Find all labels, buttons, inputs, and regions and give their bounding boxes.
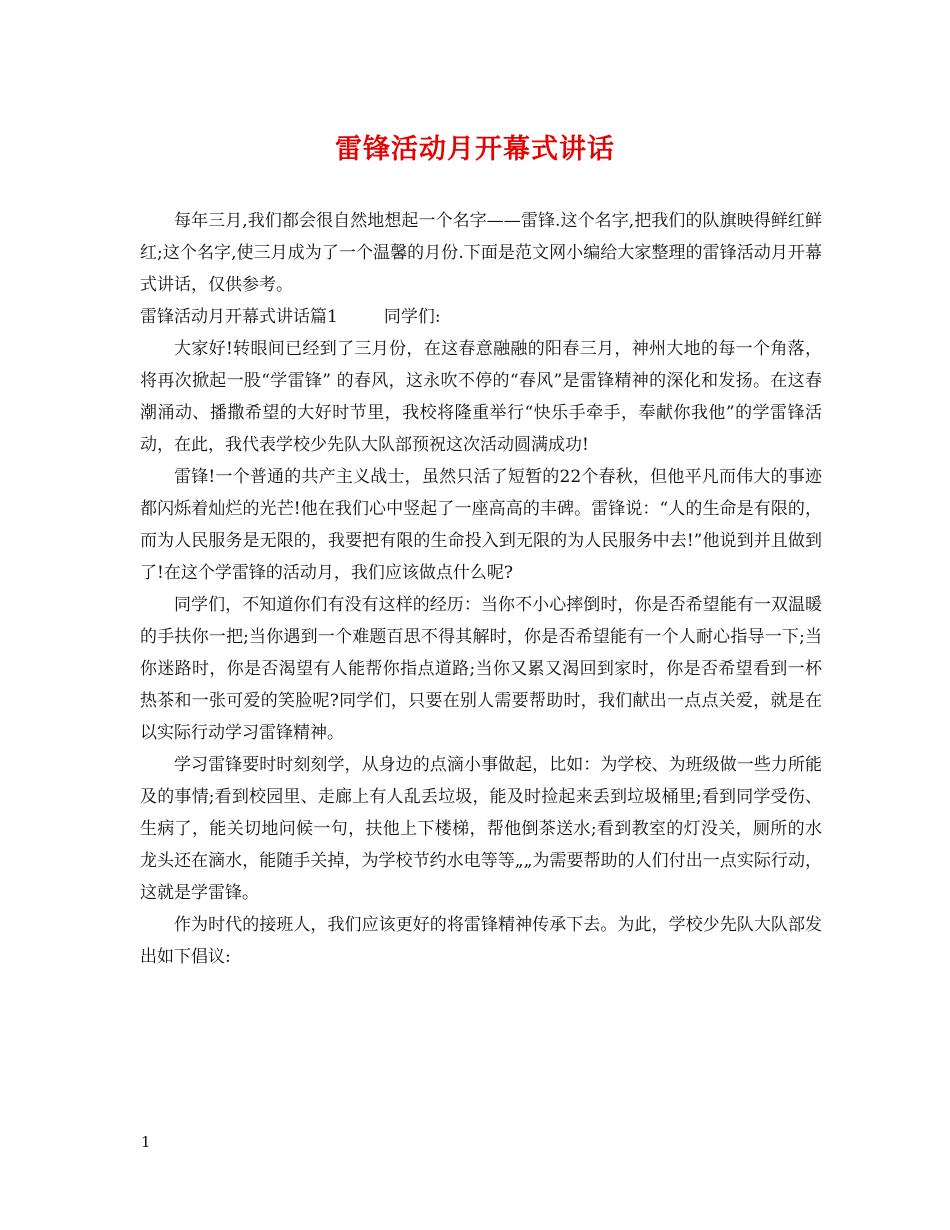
- document-title: 雷锋活动月开幕式讲话: [335, 134, 615, 165]
- body-paragraph: 作为时代的接班人，我们应该更好的将雷锋精神传承下去。为此，学校少先队大队部发出如下倡议:: [140, 915, 822, 967]
- greeting: 同学们:: [383, 307, 441, 327]
- section-heading: 雷锋活动月开幕式讲话篇1: [140, 307, 338, 327]
- intro-paragraph: 每年三月,我们都会很自然地想起一个名字——雷锋.这个名字,把我们的队旗映得鲜红鲜红;这个名字,使三月成为了一个温馨的月份.下面是范文网小编给大家整理的雷锋活动月开幕式讲话，仅供参考。: [140, 211, 822, 295]
- body-paragraph: 学习雷锋要时时刻刻学，从身边的点滴小事做起，比如：为学校、为班级做一些力所能及的事情;看到校园里、走廊上有人乱丢垃圾，能及时捡起来丢到垃圾桶里;看到同学受伤、生病了，能关切地问候一句，扶他上下楼梯，帮他倒茶送水;看到教室的灯没关，厕所的水龙头还在滴水，能随手关掉，为学校节约水电等等„„为需要帮助的人们付出一点实际行动，这就是学雷锋。: [140, 755, 822, 903]
- section-heading-line: [140, 301, 822, 333]
- body-paragraph: 同学们，不知道你们有没有这样的经历：当你不小心摔倒时，你是否希望能有一双温暖的手扶你一把;当你遇到一个难题百思不得其解时，你是否希望能有一个人耐心指导一下;当你迷路时，你是否渴望有人能帮你指点道路;当你又累又渴回到家时，你是否希望看到一杯热茶和一张可爱的笑脸呢?同学们，只要在别人需要帮助时，我们献出一点点关爱，就是在以实际行动学习雷锋精神。: [140, 595, 822, 743]
- body-paragraph: 雷锋!一个普通的共产主义战士，虽然只活了短暂的22个春秋，但他平凡而伟大的事迹都闪烁着灿烂的光芒!他在我们心中竖起了一座高高的丰碑。雷锋说：“人的生命是有限的，而为人民服务是无限的，我要把有限的生命投入到无限的为人民服务中去!”他说到并且做到了!在这个学雷锋的活动月，我们应该做点什么呢?: [140, 467, 822, 583]
- page-number: 1: [141, 1133, 151, 1151]
- body-paragraph: 大家好!转眼间已经到了三月份，在这春意融融的阳春三月，神州大地的每一个角落，将再次掀起一股“学雷锋” 的春风，这永吹不停的“春风”是雷锋精神的深化和发扬。在这春潮涌动、播撒希望的大好时节里，我校将隆重举行“快乐手牵手，奉献你我他”的学雷锋活动，在此，我代表学校少先队大队部预祝这次活动圆满成功!: [140, 339, 822, 455]
- document-body: [140, 205, 822, 973]
